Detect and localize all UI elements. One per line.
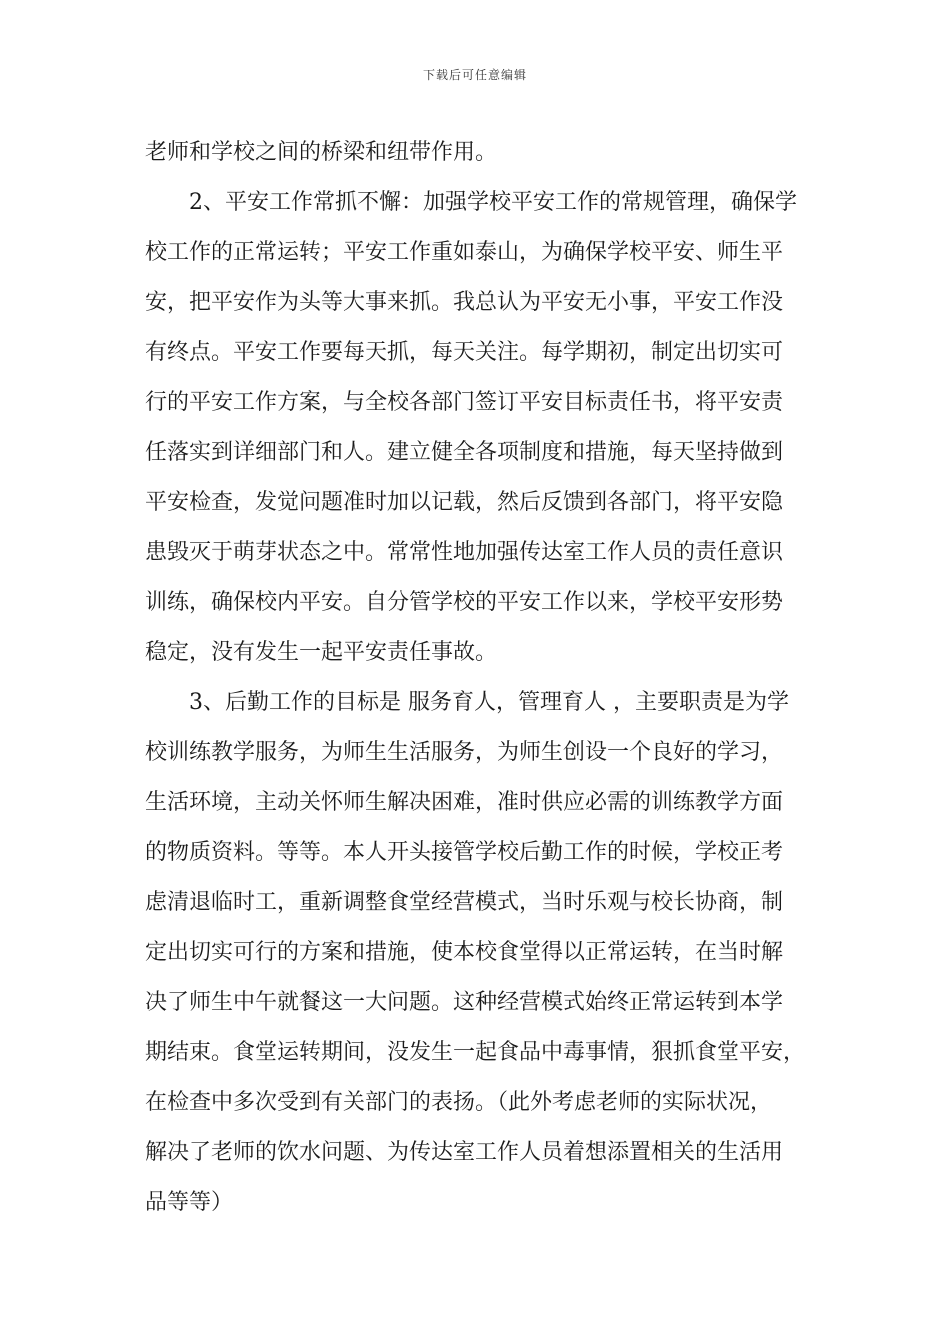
- text-line: 平安检查，发觉问题准时加以记载，然后反馈到各部门，将平安隐: [145, 490, 784, 515]
- text-line: 训练，确保校内平安。自分管学校的平安工作以来，学校平安形势: [145, 590, 784, 615]
- document-body: [145, 128, 805, 1228]
- text-line: 在检查中多次受到有关部门的表扬。（此外考虑老师的实际状况，: [145, 1090, 773, 1115]
- text-line: 有终点。平安工作要每天抓，每天关注。每学期初，制定出切实可: [145, 340, 784, 365]
- text-line: 行的平安工作方案，与全校各部门签订平安目标责任书，将平安责: [145, 390, 784, 415]
- text-line: 校训练教学服务，为师生生活服务，为师生创设一个良好的学习，: [145, 740, 784, 765]
- text-line: 3、后勤工作的目标是 服务育人，管理育人 ，主要职责是为学: [189, 690, 789, 715]
- paragraph: [145, 128, 805, 178]
- text-line: 任落实到详细部门和人。建立健全各项制度和措施，每天坚持做到: [145, 440, 784, 465]
- text-line: 品等等）: [145, 1190, 234, 1215]
- text-line: 安，把平安作为头等大事来抓。我总认为平安无小事，平安工作没: [145, 290, 784, 315]
- page-header: 下载后可任意编辑: [422, 68, 527, 82]
- text-line: 解决了老师的饮水问题、为传达室工作人员着想添置相关的生活用: [145, 1140, 784, 1165]
- text-line: 定出切实可行的方案和措施，使本校食堂得以正常运转，在当时解: [145, 940, 784, 965]
- text-line: 2、平安工作常抓不懈：加强学校平安工作的常规管理，确保学: [189, 190, 797, 215]
- text-line: 生活环境，主动关怀师生解决困难，准时供应必需的训练教学方面: [145, 790, 784, 815]
- paragraph: [145, 678, 805, 1228]
- text-line: 期结束。食堂运转期间，没发生一起食品中毒事情，狠抓食堂平安，: [145, 1040, 805, 1065]
- text-line: 的物质资料。等等。本人开头接管学校后勤工作的时候，学校正考: [145, 840, 784, 865]
- text-line: 稳定，没有发生一起平安责任事故。: [145, 640, 498, 665]
- text-line: 校工作的正常运转；平安工作重如泰山，为确保学校平安、师生平: [145, 240, 784, 265]
- paragraph: [145, 178, 805, 678]
- text-line: 决了师生中午就餐这一大问题。这种经营模式始终正常运转到本学: [145, 990, 784, 1015]
- text-line: 虑清退临时工，重新调整食堂经营模式，当时乐观与校长协商，制: [145, 890, 784, 915]
- text-line: 老师和学校之间的桥梁和纽带作用。: [145, 140, 498, 165]
- text-line: 患毁灭于萌芽状态之中。常常性地加强传达室工作人员的责任意识: [145, 540, 784, 565]
